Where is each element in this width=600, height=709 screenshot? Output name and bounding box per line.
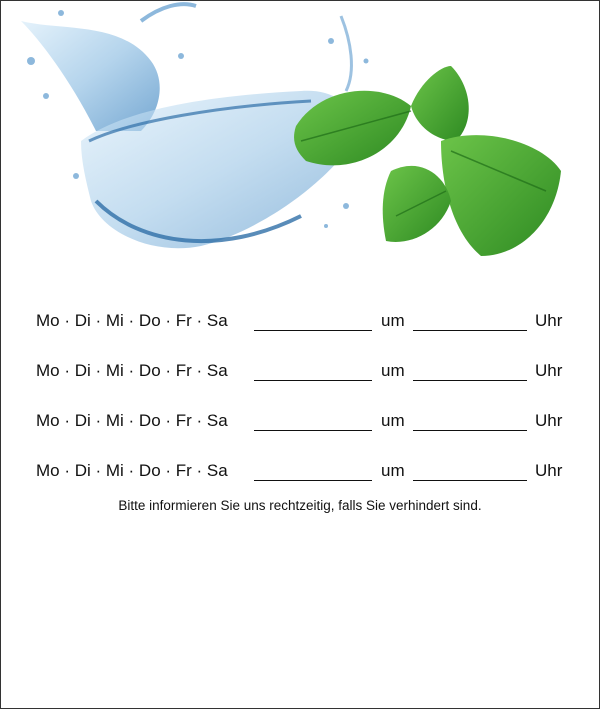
um-label: um bbox=[381, 311, 405, 330]
uhr-label: Uhr bbox=[535, 461, 563, 480]
appointment-row bbox=[36, 306, 576, 356]
time-blank-line bbox=[413, 330, 527, 331]
um-label: um bbox=[381, 461, 405, 480]
appointment-row bbox=[36, 356, 576, 406]
date-blank-line bbox=[254, 380, 372, 381]
date-blank-line bbox=[254, 480, 372, 481]
cancellation-notice: Bitte informieren Sie uns rechtzeitig, falls Sie verhindert sind. bbox=[118, 498, 482, 513]
appointment-rows bbox=[36, 306, 576, 506]
water-splash-mint-illustration bbox=[1, 1, 599, 286]
time-blank-line bbox=[413, 380, 527, 381]
date-blank-line bbox=[254, 330, 372, 331]
mint-leaves-icon bbox=[294, 66, 561, 256]
appointment-row bbox=[36, 406, 576, 456]
time-blank-line bbox=[413, 480, 527, 481]
weekday-options: Mo · Di · Mi · Do · Fr · Sa bbox=[36, 411, 228, 430]
date-blank-line bbox=[254, 430, 372, 431]
um-label: um bbox=[381, 411, 405, 430]
uhr-label: Uhr bbox=[535, 411, 563, 430]
weekday-options: Mo · Di · Mi · Do · Fr · Sa bbox=[36, 311, 228, 330]
weekday-options: Mo · Di · Mi · Do · Fr · Sa bbox=[36, 361, 228, 380]
time-blank-line bbox=[413, 430, 527, 431]
uhr-label: Uhr bbox=[535, 361, 563, 380]
uhr-label: Uhr bbox=[535, 311, 563, 330]
weekday-options: Mo · Di · Mi · Do · Fr · Sa bbox=[36, 461, 228, 480]
um-label: um bbox=[381, 361, 405, 380]
